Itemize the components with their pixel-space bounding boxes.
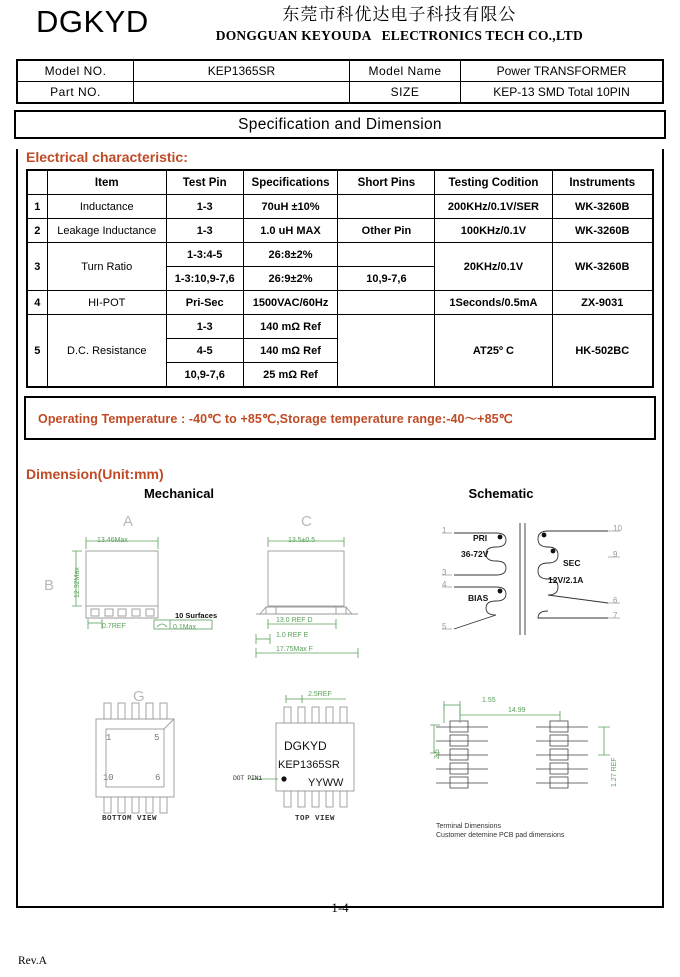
size-label: SIZE	[350, 82, 461, 104]
drawing-area	[18, 505, 662, 865]
model-name-label: Model Name	[350, 60, 461, 82]
row-condition: 1Seconds/0.5mA	[435, 291, 552, 315]
col-header-test-pin: Test Pin	[166, 170, 243, 195]
row-short-pins	[338, 291, 435, 315]
size-value: KEP-13 SMD Total 10PIN	[461, 82, 664, 104]
table-row	[17, 82, 663, 104]
row-short-pins	[338, 195, 435, 219]
schematic-bias-label: BIAS	[468, 593, 489, 603]
datasheet-body	[16, 149, 664, 908]
schematic-pin-3: 3	[442, 568, 447, 577]
revision-label: Rev.A	[18, 955, 47, 967]
row-short-pins: Other Pin	[338, 219, 435, 243]
schematic-pin-9: 9	[613, 550, 618, 559]
drawing-subtitles	[18, 486, 662, 501]
row-spec: 140 mΩ Ref	[243, 339, 338, 363]
row-test-pin: 1-3	[166, 219, 243, 243]
terminal-dim-3: 2.5	[434, 749, 441, 759]
schematic-pin-4: 4	[442, 580, 447, 589]
schematic-pri-voltage: 36-72V	[461, 549, 489, 559]
row-index: 3	[27, 243, 47, 291]
row-instrument: WK-3260B	[552, 243, 653, 291]
side-view-drawing	[246, 519, 426, 669]
col-header-instruments: Instruments	[552, 170, 653, 195]
schematic-pin-1: 1	[442, 526, 447, 535]
page-number: 1-4	[331, 900, 349, 915]
row-short-pins: 10,9-7,6	[338, 267, 435, 291]
col-header-testing-condition: Testing Codition	[435, 170, 552, 195]
schematic-pin-5: 5	[442, 622, 447, 631]
row-condition: 20KHz/0.1V	[435, 243, 552, 291]
col-header-specifications: Specifications	[243, 170, 338, 195]
bottom-view-pin-10: 10	[103, 773, 114, 783]
schematic-pin-6: 6	[613, 596, 618, 605]
schematic-drawing	[436, 513, 626, 643]
bottom-view-pin-5: 5	[154, 733, 160, 743]
row-instrument: WK-3260B	[552, 195, 653, 219]
row-test-pin: 1-3	[166, 195, 243, 219]
dim-label-b: B	[44, 577, 55, 594]
dim-label-a: A	[123, 513, 134, 530]
e-dimension: 1.0 REF E	[276, 632, 309, 639]
flatness-dimension: 0.1Max	[173, 624, 196, 631]
part-no-value	[134, 82, 350, 104]
page-title: Specification and Dimension	[238, 115, 442, 133]
row-index: 2	[27, 219, 47, 243]
row-condition: 200KHz/0.1V/SER	[435, 195, 552, 219]
row-test-pin: 4-5	[166, 339, 243, 363]
company-name-block	[189, 4, 610, 44]
front-height-dimension: 12.32Max	[74, 567, 81, 598]
table-row	[27, 195, 653, 219]
row-test-pin: 1-3:10,9-7,6	[166, 267, 243, 291]
table-row	[17, 60, 663, 82]
page-header	[0, 0, 680, 56]
row-item: HI-POT	[47, 291, 166, 315]
row-short-pins	[338, 315, 435, 388]
col-header-index	[27, 170, 47, 195]
row-instrument: WK-3260B	[552, 219, 653, 243]
row-test-pin: 10,9-7,6	[166, 363, 243, 388]
dim-label-g: G	[133, 688, 145, 705]
row-index: 1	[27, 195, 47, 219]
model-no-value: KEP1365SR	[134, 60, 350, 82]
row-spec: 25 mΩ Ref	[243, 363, 338, 388]
model-no-label: Model NO.	[17, 60, 134, 82]
table-row	[27, 315, 653, 339]
schematic-title: Schematic	[468, 486, 534, 501]
temperature-note-box	[24, 396, 656, 440]
table-row	[27, 243, 653, 267]
row-short-pins	[338, 243, 435, 267]
surfaces-note: 10 Surfaces	[175, 611, 218, 620]
row-index: 4	[27, 291, 47, 315]
temperature-note: Operating Temperature : -40℃ to +85℃,Storage temperature range:-40～+85℃	[38, 412, 513, 426]
specification-title-bar	[14, 110, 666, 139]
model-info-table	[16, 59, 664, 104]
dimension-heading: Dimension(Unit:mm)	[26, 466, 164, 482]
pin-width-dimension: 0.7REF	[102, 623, 126, 630]
table-row	[27, 291, 653, 315]
row-index: 5	[27, 315, 47, 388]
marking-line-3: YYWW	[308, 777, 344, 789]
table-header-row	[27, 170, 653, 195]
row-spec: 140 mΩ Ref	[243, 315, 338, 339]
terminal-note-line-2: Customer detemine PCB pad dimensions	[436, 832, 565, 839]
row-item: Leakage Inductance	[47, 219, 166, 243]
row-condition: AT25º C	[435, 315, 552, 388]
row-test-pin: Pri-Sec	[166, 291, 243, 315]
row-item: Inductance	[47, 195, 166, 219]
company-name-chinese: 东莞市科优达电子科技有限公	[282, 5, 517, 25]
schematic-sec-rating: 12V/2.1A	[548, 575, 584, 585]
row-instrument: ZX-9031	[552, 291, 653, 315]
table-row	[27, 219, 653, 243]
row-spec: 1500VAC/60Hz	[243, 291, 338, 315]
top-view-pitch-dimension: 2.5REF	[308, 691, 332, 698]
row-spec: 26:9±2%	[243, 267, 338, 291]
bottom-view-pin-1: 1	[106, 733, 112, 743]
side-width-dimension: 13.5±0.5	[288, 537, 316, 544]
bottom-view-drawing	[70, 683, 240, 833]
terminal-dim-1: 1.55	[482, 697, 496, 704]
row-spec: 1.0 uH MAX	[243, 219, 338, 243]
company-name-english: DONGGUAN KEYOUDA ELECTRONICS TECH CO.,LTD	[215, 27, 583, 43]
marking-line-2: KEP1365SR	[278, 759, 340, 771]
front-width-dimension: 13.46Max	[97, 537, 128, 544]
front-view-drawing	[38, 519, 258, 659]
schematic-pri-label: PRI	[473, 533, 488, 543]
col-header-short-pins: Short Pins	[338, 170, 435, 195]
row-condition: 100KHz/0.1V	[435, 219, 552, 243]
row-spec: 70uH ±10%	[243, 195, 338, 219]
dot-pin-label: DOT PIN1	[233, 775, 262, 782]
part-no-label: Part NO.	[17, 82, 134, 104]
dim-label-c: C	[301, 513, 312, 530]
terminal-note-line-1: Terminal Dimensions	[436, 823, 501, 830]
mechanical-title: Mechanical	[143, 486, 215, 501]
bottom-view-label: BOTTOM VIEW	[102, 815, 158, 823]
row-instrument: HK-502BC	[552, 315, 653, 388]
marking-line-1: DGKYD	[284, 739, 327, 753]
row-item: Turn Ratio	[47, 243, 166, 291]
schematic-pin-10: 10	[613, 524, 622, 533]
row-test-pin: 1-3:4-5	[166, 243, 243, 267]
electrical-characteristic-heading: Electrical characteristic:	[26, 149, 188, 165]
row-item: D.C. Resistance	[47, 315, 166, 388]
schematic-pin-7: 7	[613, 611, 618, 620]
terminal-dim-2: 14.99	[508, 707, 526, 714]
d-dimension: 13.0 REF D	[276, 617, 313, 624]
company-logo: DGKYD	[36, 4, 149, 39]
top-view-label: TOP VIEW	[295, 815, 336, 823]
row-spec: 26:8±2%	[243, 243, 338, 267]
col-header-item: Item	[47, 170, 166, 195]
electrical-characteristic-table	[26, 169, 654, 388]
row-test-pin: 1-3	[166, 315, 243, 339]
terminal-dimensions-drawing	[426, 691, 636, 831]
schematic-sec-label: SEC	[563, 558, 581, 568]
top-view-drawing	[250, 683, 420, 833]
bottom-view-pin-6: 6	[155, 773, 161, 783]
terminal-dim-4: 1.27 REF	[611, 757, 618, 787]
model-name-value: Power TRANSFORMER	[461, 60, 664, 82]
f-dimension: 17.75Max F	[276, 646, 313, 653]
